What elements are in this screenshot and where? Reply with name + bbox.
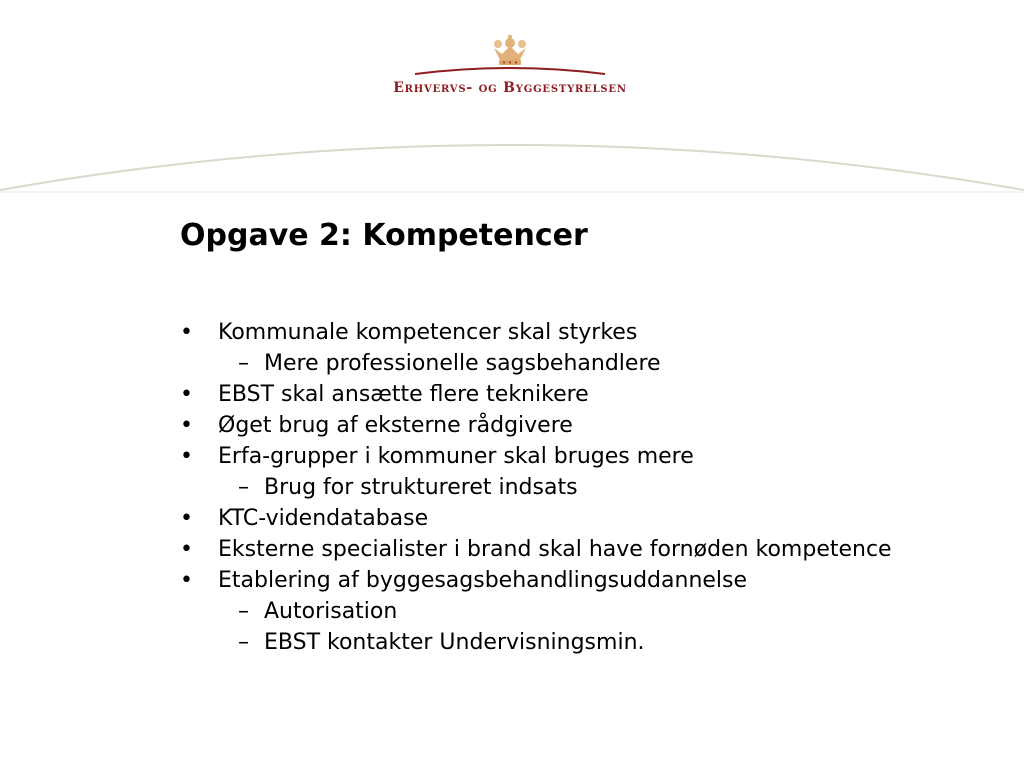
header-arc-decoration <box>0 130 1024 200</box>
bullet-text: Autorisation <box>264 599 398 624</box>
bullet-text: Eksterne specialister i brand skal have fornøden kompetence <box>218 537 892 562</box>
sub-bullet-item <box>180 630 980 656</box>
sub-bullet-item <box>180 599 980 625</box>
bullet-marker: • <box>180 444 193 469</box>
organization-name: Erhvervs- og Byggestyrelsen <box>393 80 627 96</box>
organization-logo <box>360 30 660 100</box>
dash-marker: – <box>238 630 249 655</box>
bullet-text: KTC-videndatabase <box>218 506 429 531</box>
dash-marker: – <box>238 475 249 500</box>
bullet-item <box>180 382 980 408</box>
bullet-text: Etablering af byggesagsbehandlingsuddannelse <box>218 568 748 593</box>
bullet-item <box>180 413 980 439</box>
bullet-marker: • <box>180 382 193 407</box>
sub-bullet-item <box>180 475 980 501</box>
crown-icon <box>490 34 530 68</box>
bullet-item <box>180 537 980 563</box>
bullet-marker: • <box>180 320 193 345</box>
logo-swoosh <box>415 64 605 76</box>
bullet-marker: • <box>180 506 193 531</box>
bullet-marker: • <box>180 537 193 562</box>
bullet-item <box>180 568 980 594</box>
bullet-list <box>180 320 980 661</box>
bullet-item <box>180 320 980 346</box>
bullet-text: EBST skal ansætte flere teknikere <box>218 382 589 407</box>
bullet-text: Mere professionelle sagsbehandlere <box>264 351 661 376</box>
bullet-marker: • <box>180 568 193 593</box>
bullet-text: Brug for struktureret indsats <box>264 475 578 500</box>
dash-marker: – <box>238 599 249 624</box>
bullet-item <box>180 506 980 532</box>
bullet-text: Kommunale kompetencer skal styrkes <box>218 320 638 345</box>
sub-bullet-item <box>180 351 980 377</box>
bullet-marker: • <box>180 413 193 438</box>
bullet-text: Erfa-grupper i kommuner skal bruges mere <box>218 444 694 469</box>
bullet-text: EBST kontakter Undervisningsmin. <box>264 630 645 655</box>
slide-title: Opgave 2: Kompetencer <box>180 218 588 253</box>
bullet-item <box>180 444 980 470</box>
bullet-text: Øget brug af eksterne rådgivere <box>218 413 573 438</box>
dash-marker: – <box>238 351 249 376</box>
